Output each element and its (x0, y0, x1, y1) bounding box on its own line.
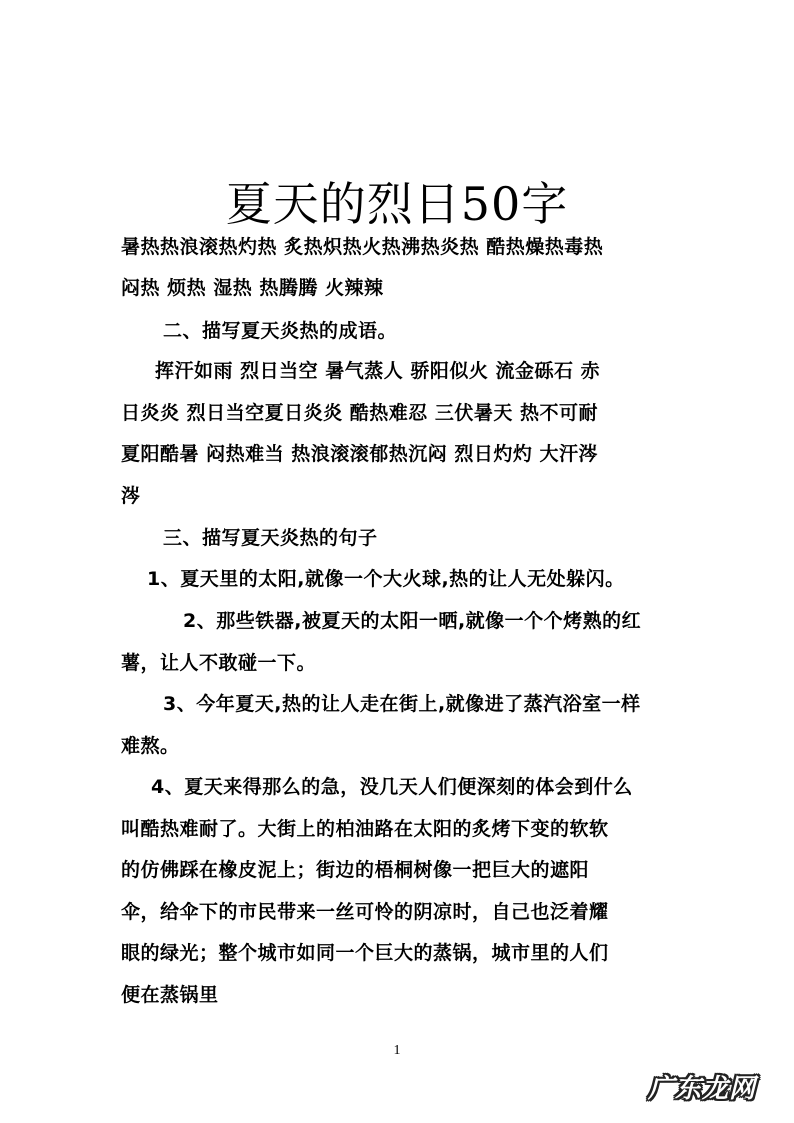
page-number: 1 (393, 1043, 401, 1058)
text-line: 日炎炎 烈日当空夏日炎炎 酷热难忍 三伏暑天 热不可耐 (121, 402, 598, 424)
text-line: 伞，给伞下的市民带来一丝可怜的阴凉时，自己也泛着耀 (121, 901, 609, 923)
text-line: 1、夏天里的太阳,就像一个大火球,热的让人无处躲闪。 (147, 568, 625, 590)
text-line: 薯，让人不敢碰一下。 (121, 652, 317, 674)
watermark-logo: 广东龙网 (647, 1074, 756, 1104)
document-title: 夏天的烈日50字 (225, 176, 569, 231)
text-line: 闷热 烦热 湿热 热腾腾 火辣辣 (121, 277, 384, 299)
text-line: 2、那些铁器,被夏天的太阳一晒,就像一个个烤熟的红 (183, 610, 642, 632)
text-line: 的仿佛踩在橡皮泥上；街边的梧桐树像一把巨大的遮阳 (121, 859, 590, 881)
text-line: 夏阳酷暑 闷热难当 热浪滚滚郁热沉闷 烈日灼灼 大汗涔 (121, 443, 598, 465)
text-line: 叫酷热难耐了。大街上的柏油路在太阳的炙烤下变的软软 (121, 818, 609, 840)
text-line: 3、今年夏天,热的让人走在街上,就像进了蒸汽浴室一样 (163, 693, 641, 715)
text-line: 挥汗如雨 烈日当空 暑气蒸人 骄阳似火 流金砾石 赤 (155, 360, 601, 382)
text-line: 暑热热浪滚热灼热 炙热炽热火热沸热炎热 酷热燥热毒热 (121, 236, 604, 258)
text-line: 二、描写夏天炎热的成语。 (163, 320, 398, 342)
text-line: 便在蒸锅里 (121, 984, 219, 1006)
text-line: 难熬。 (121, 735, 180, 757)
text-line: 4、夏天来得那么的急，没几天人们便深刻的体会到什么 (151, 776, 633, 798)
text-line: 涔 (121, 485, 141, 507)
text-line: 三、描写夏天炎热的句子 (163, 527, 378, 549)
text-line: 眼的绿光；整个城市如同一个巨大的蒸锅，城市里的人们 (121, 942, 609, 964)
